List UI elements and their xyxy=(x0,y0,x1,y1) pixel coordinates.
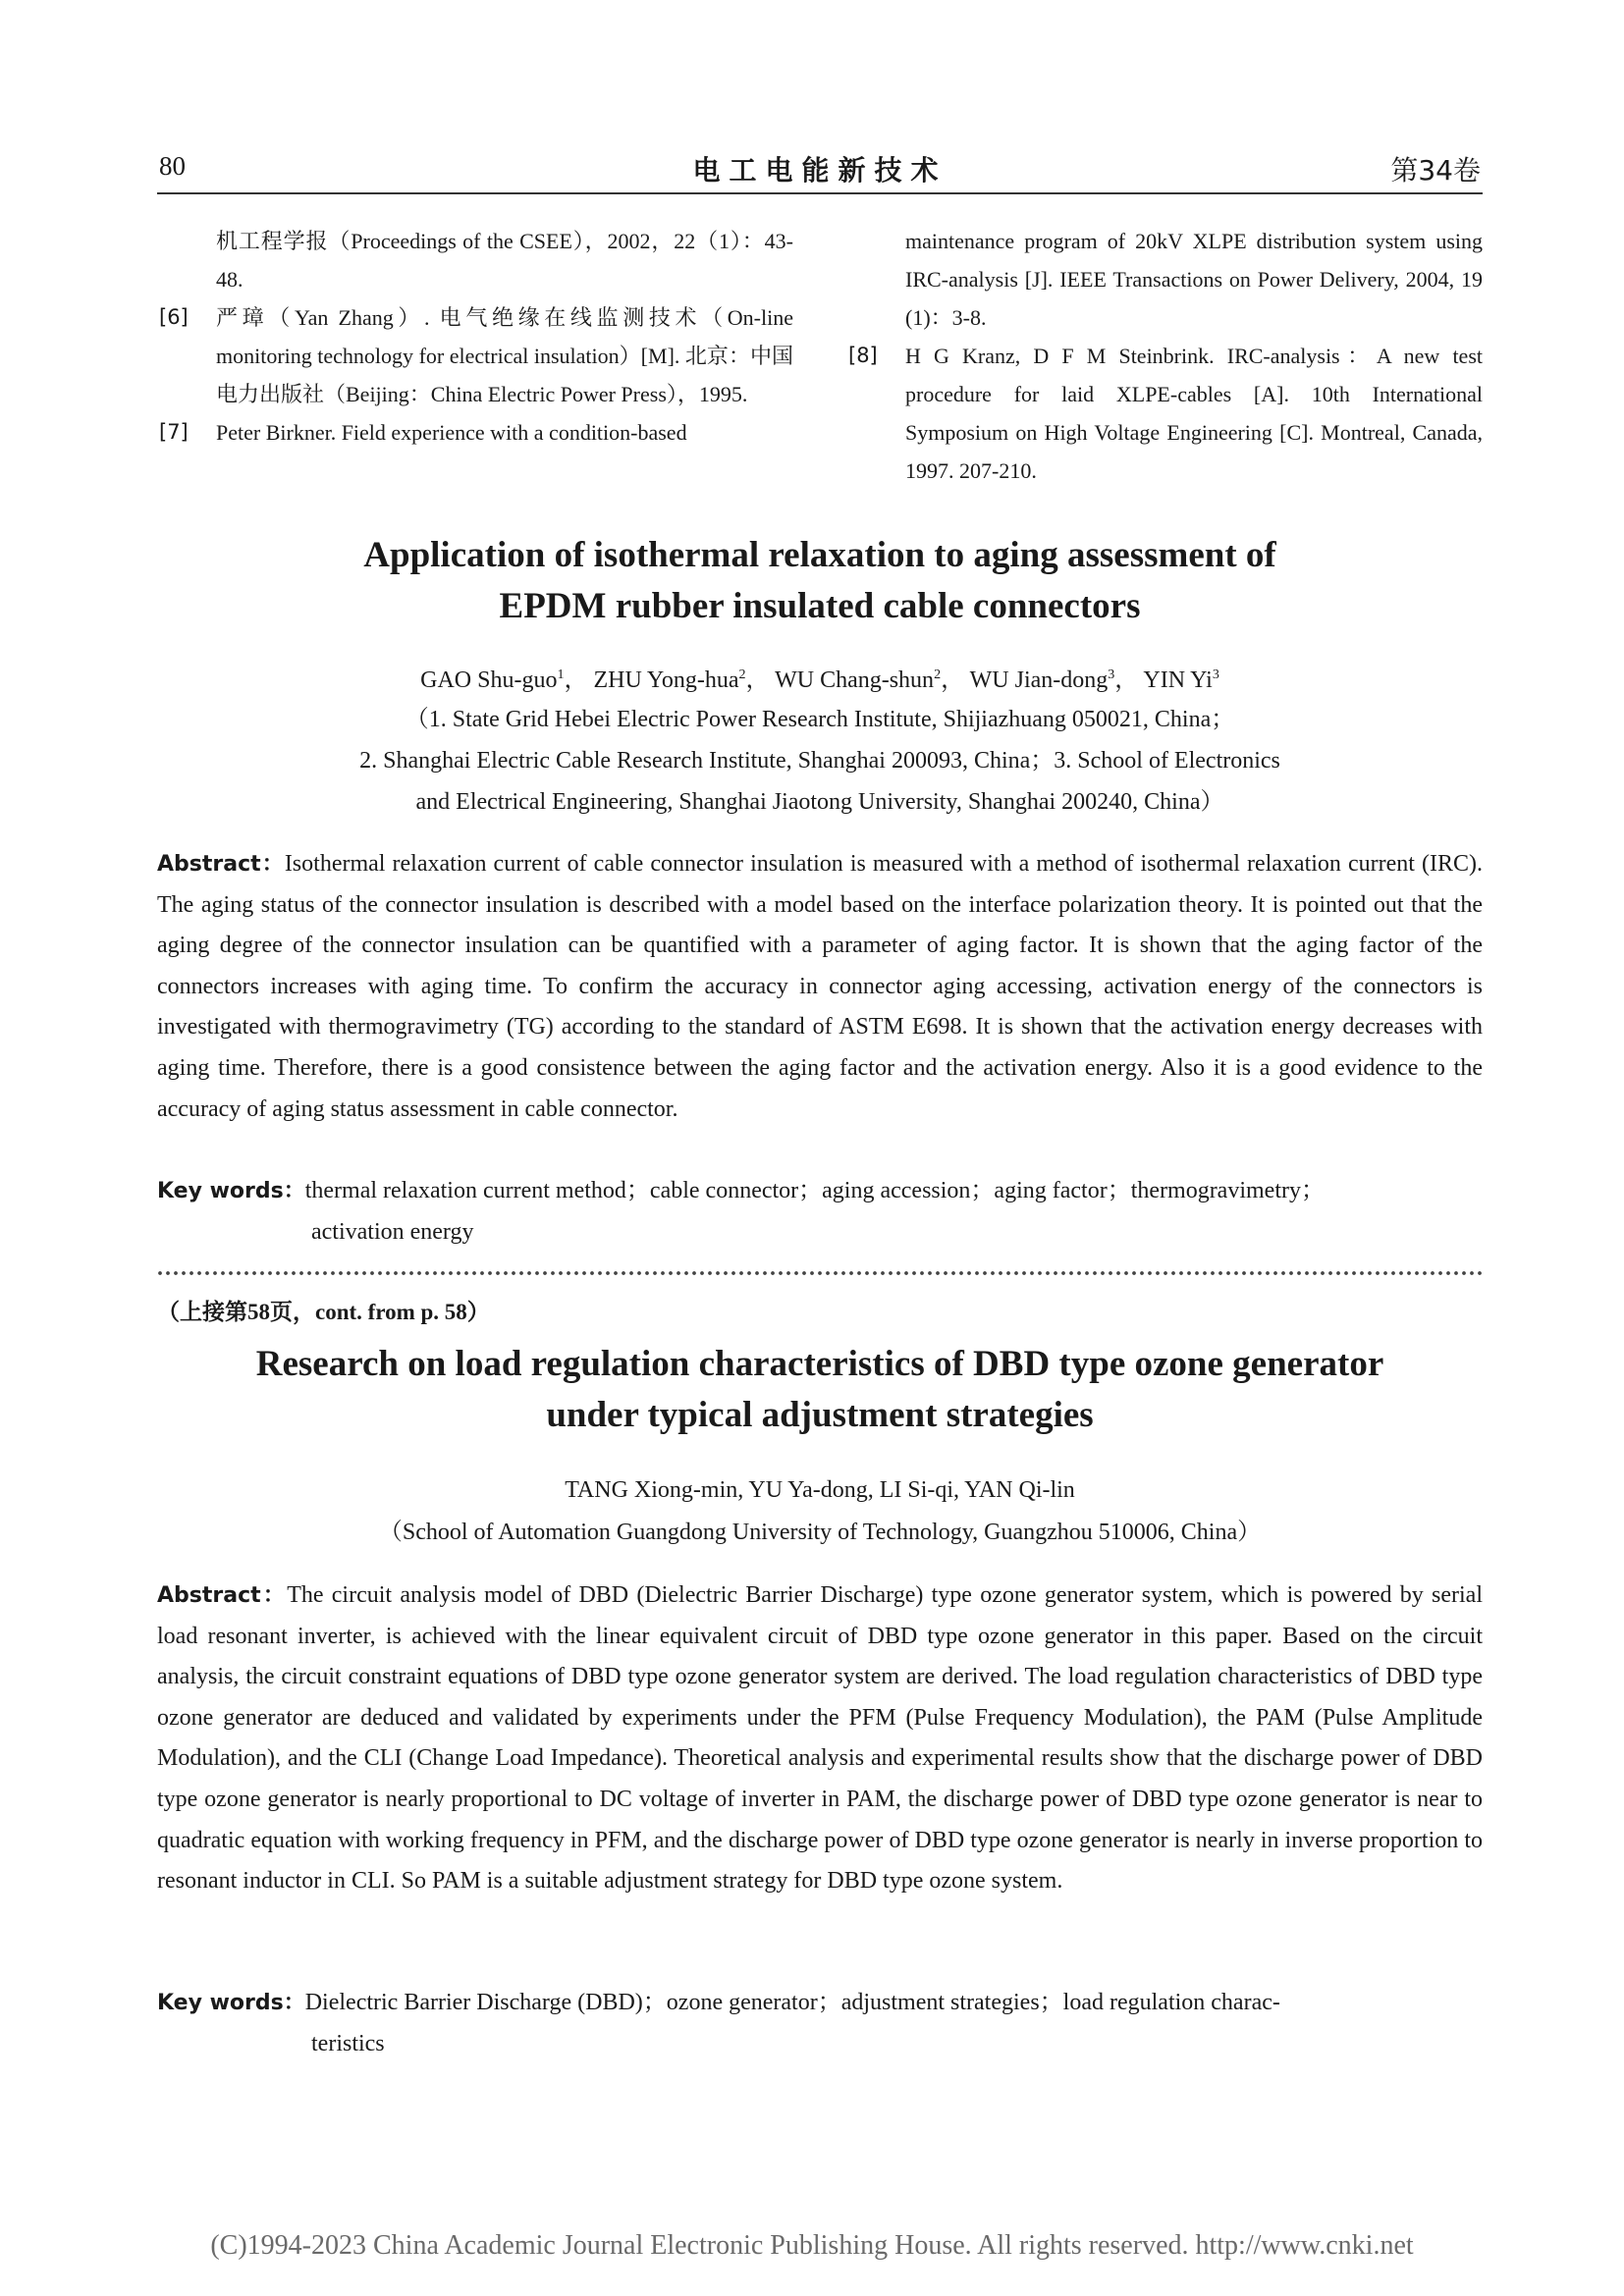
page-number: 80 xyxy=(159,151,186,181)
article1-keywords xyxy=(157,1171,1483,1253)
keywords-text-cont: teristics xyxy=(311,2030,385,2056)
article2-title xyxy=(157,1339,1483,1441)
affiliation-line: （1. State Grid Hebei Electric Power Research Institute, Shijiazhuang 050021, China； xyxy=(405,707,1235,732)
affiliation-line: 2. Shanghai Electric Cable Research Institute, Shanghai 200093, China；3. School of Electronics xyxy=(359,748,1280,774)
keywords-label: Key words： xyxy=(157,1991,305,2015)
keywords-text: thermal relaxation current method；cable connector；aging accession；aging factor；thermogravimetry； xyxy=(304,1178,1325,1203)
article1-title-line2: EPDM rubber insulated cable connectors xyxy=(499,586,1141,626)
abstract-label: Abstract： xyxy=(157,852,285,877)
author-name: WU Jian-dong xyxy=(969,667,1109,693)
author-name: WU Chang-shun xyxy=(775,667,935,693)
reference-item xyxy=(846,222,1483,337)
article2-authors: TANG Xiong-min, YU Ya-dong, LI Si-qi, YAN Qi-lin xyxy=(565,1477,1075,1503)
article1-abstract xyxy=(157,844,1483,1130)
keywords-text: Dielectric Barrier Discharge (DBD)；ozone generator；adjustment strategies；load regulation charac- xyxy=(304,1990,1280,2015)
abstract-text: The circuit analysis model of DBD (Dielectric Barrier Discharge) type ozone generator system, which is powered by serial load resonant inverter, is achieved with the linear equivalent circuit of DBD type ozone generator in this paper. Based on the circuit analysis, the circuit constraint equations of DBD type ozone generator system are derived. The load regulation characteristics of DBD type ozone generator are deduced and validated by experiments under the PFM (Pulse Frequency Modulation), the PAM (Pulse Amplitude Modulation), and the CLI (Change Load Impedance). Theoretical analysis and experimental results show that the discharge power of DBD type ozone generator is nearly proportional to DC voltage of inverter in PAM, the discharge power of DBD type ozone generator is near to quadratic equation with working frequency in PFM, and the discharge power of DBD type ozone generator is nearly in inverse proportion to resonant inductor in CLI. So PAM is a suitable adjustment strategy for DBD type ozone system. xyxy=(157,1582,1483,1895)
article1-authors: GAO Shu-guo$^1$， ZHU Yong-hua$^2$， WU Chang-shun$^2$， WU Jian-dong$^3$， YIN Yi$^3$ xyxy=(420,667,1219,693)
reference-text: 严璋（Yan Zhang）. 电气绝缘在线监测技术（On-line monitoring technology for electrical insulation）[M]. 北京：中国电力出版社（Beijing：China Electric Power Press），1995. xyxy=(216,305,793,406)
reference-number: [7] xyxy=(159,420,189,444)
reference-text: H G Kranz, D F M Steinbrink. IRC-analysis：A new test procedure for laid XLPE-cables [A]. 10th International Symposium on High Voltage Engineering [C]. Montreal, Canada, 1997. 207-210. xyxy=(905,344,1483,483)
article2-title-line1: Research on load regulation characteristics of DBD type ozone generator xyxy=(255,1344,1384,1384)
article1-title xyxy=(157,530,1483,632)
author-sup: 3 xyxy=(1212,667,1219,682)
volume-label: 第34卷 xyxy=(1390,154,1481,187)
keywords-text-cont: activation energy xyxy=(311,1218,474,1245)
reference-item xyxy=(157,298,793,413)
reference-number: [8] xyxy=(848,344,878,367)
continued-from-note: （上接第58页，cont. from p. 58） xyxy=(157,1300,490,1324)
article1-title-line1: Application of isothermal relaxation to aging assessment of xyxy=(363,535,1276,575)
author-name: ZHU Yong-hua xyxy=(593,667,739,693)
reference-number: [6] xyxy=(159,305,189,329)
author-name: GAO Shu-guo xyxy=(420,667,558,693)
reference-item xyxy=(157,222,793,298)
reference-text: Peter Birkner. Field experience with a condition-based xyxy=(216,420,687,445)
copyright-footer: (C)1994-2023 China Academic Journal Electronic Publishing House. All rights reserved. http://www.cnki.net xyxy=(210,2230,1414,2261)
reference-item xyxy=(846,337,1483,490)
reference-item xyxy=(157,413,793,452)
reference-text: maintenance program of 20kV XLPE distribution system using IRC-analysis [J]. IEEE Transactions on Power Delivery, 2004, 19 (1)：3-8. xyxy=(905,229,1483,330)
reference-text: 机工程学报（Proceedings of the CSEE），2002，22（1）：43-48. xyxy=(216,229,793,292)
author-sup: 3 xyxy=(1108,667,1115,682)
author-sup: 2 xyxy=(934,667,942,682)
section-divider xyxy=(157,1268,1483,1278)
running-header xyxy=(157,149,1483,194)
references-left-column xyxy=(157,222,793,452)
author-name: YIN Yi xyxy=(1143,667,1213,693)
article1-affiliations xyxy=(157,699,1483,823)
article2-abstract xyxy=(157,1575,1483,1902)
journal-name: 电工电能新技术 xyxy=(692,154,947,187)
keywords-label: Key words： xyxy=(157,1179,305,1203)
abstract-label: Abstract： xyxy=(157,1583,288,1608)
author-sup: 2 xyxy=(738,667,746,682)
abstract-text: Isothermal relaxation current of cable connector insulation is measured with a method of isothermal relaxation current (IRC). The aging status of the connector insulation is described with a model based on the interface polarization theory. It is pointed out that the aging degree of the connector insulation can be quantified with a parameter of aging factor. It is shown that the aging factor of the connectors increases with aging time. To confirm the accuracy in connector aging accessing, activation energy of the connectors is investigated with thermogravimetry (TG) according to the standard of ASTM E698. It is shown that the activation energy decreases with aging time. Therefore, there is a good consistence between the aging factor and the activation energy. Also it is a good evidence to the accuracy of aging status assessment in cable connector. xyxy=(157,851,1484,1122)
references-right-column xyxy=(846,222,1483,490)
article2-keywords xyxy=(157,1983,1483,2064)
affiliation-line: and Electrical Engineering, Shanghai Jiaotong University, Shanghai 200240, China） xyxy=(415,789,1224,815)
article2-title-line2: under typical adjustment strategies xyxy=(546,1395,1094,1435)
author-sup: 1 xyxy=(557,667,565,682)
article2-affiliation: （School of Automation Guangdong University of Technology, Guangzhou 510006, China） xyxy=(378,1520,1262,1545)
